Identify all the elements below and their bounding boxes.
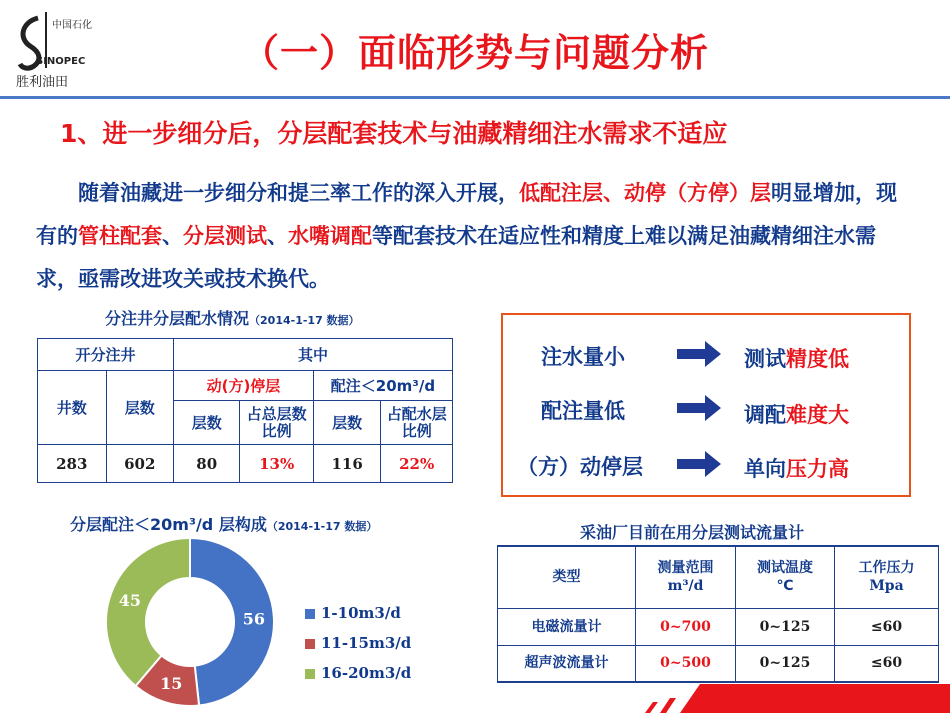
mapping-right-3 [744, 453, 849, 483]
intro-text-5: 等配套技术在适应性和精度上难以满足油藏精细注水需求，亟需改进攻关或技术换代。 [36, 224, 876, 291]
table-row [498, 645, 939, 682]
legend-label: 1-10m3/d [321, 604, 401, 622]
intro-paragraph [36, 172, 916, 301]
mapping-left-3: （方）动停层 [517, 455, 643, 479]
intro-highlight-2: 管柱配套 [78, 224, 162, 248]
donut-caption-title: 分层配注＜20m³/d 层构成 [70, 515, 267, 534]
right-arrow-icon [677, 341, 721, 367]
header-temp [736, 546, 835, 608]
legend-item [305, 664, 411, 682]
intro-highlight-3: 分层测试 [183, 224, 267, 248]
table-row [38, 445, 453, 483]
header-low-count: 层数 [313, 401, 381, 445]
table-row [498, 608, 939, 645]
section-subtitle: 1、进一步细分后，分层配套技术与油藏精细注水需求不适应 [60, 119, 728, 148]
mapping-right-1a: 测试 [744, 347, 786, 371]
mapping-right-3b: 压力高 [786, 457, 849, 481]
mapping-right-2 [744, 399, 849, 429]
water-allocation-table [37, 338, 453, 483]
header-stopped-layers: 动(方)停层 [174, 371, 314, 401]
mapping-right-1b: 精度低 [786, 347, 849, 371]
donut-chart [95, 537, 285, 707]
header-stopped-ratio: 占总层数比例 [240, 401, 313, 445]
mapping-right-2a: 调配 [744, 403, 786, 427]
header-range-label: 测量范围 [657, 560, 714, 577]
intro-text-4: 、 [267, 224, 288, 248]
legend-swatch [305, 639, 315, 649]
legend-swatch [305, 669, 315, 679]
table1-caption-note: （2014-1-17 数据） [249, 314, 360, 327]
header-range [636, 546, 736, 608]
mapping-right-2b: 难度大 [786, 403, 849, 427]
legend-swatch [305, 609, 315, 619]
header-low-ratio: 占配水层比例 [381, 401, 453, 445]
svg-text:中国石化: 中国石化 [52, 20, 92, 31]
header-wells: 井数 [38, 371, 107, 445]
table2-caption: 采油厂目前在用分层测试流量计 [580, 523, 805, 542]
cell-low-ratio: 22% [381, 445, 453, 483]
mapping-right-3a: 单向 [744, 457, 786, 481]
mapping-left-1: 注水量小 [541, 345, 625, 369]
cell-wells: 283 [38, 445, 107, 483]
right-arrow-icon [677, 395, 721, 421]
slide-title: （一）面临形势与问题分析 [240, 31, 709, 75]
cell-type: 电磁流量计 [498, 608, 636, 645]
legend-item [305, 604, 401, 622]
header-pressure-label: 工作压力 [858, 560, 915, 577]
flowmeter-table [497, 545, 939, 683]
header-temp-label: 测试温度 [757, 560, 813, 577]
cell-low-count: 116 [313, 445, 381, 483]
cell-temp: 0~125 [736, 608, 835, 645]
problem-mapping-box [501, 313, 911, 497]
intro-text-3: 、 [162, 224, 183, 248]
title-divider [0, 96, 950, 99]
table1-caption [105, 306, 360, 329]
legend-label: 11-15m3/d [321, 634, 412, 652]
header-low-injection: 配注＜20m³/d [313, 371, 452, 401]
corner-decoration [640, 680, 950, 713]
cell-type: 超声波流量计 [498, 645, 636, 682]
svg-text:胜利油田: 胜利油田 [16, 75, 69, 90]
mapping-right-1 [744, 343, 849, 373]
intro-text-2: 明显增加，现有的 [36, 181, 897, 248]
header-temp-unit: ℃ [776, 578, 794, 595]
header-open-wells: 开分注井 [38, 339, 174, 371]
intro-highlight-4: 水嘴调配 [288, 224, 372, 248]
header-type: 类型 [498, 546, 636, 608]
header-pressure-unit: Mpa [869, 578, 904, 595]
cell-range: 0~500 [636, 645, 736, 682]
donut-value-label: 15 [160, 674, 183, 694]
legend-item [305, 634, 411, 652]
cell-temp: 0~125 [736, 645, 835, 682]
svg-text:SINOPEC: SINOPEC [36, 56, 86, 67]
donut-caption-note: （2014-1-17 数据） [266, 520, 378, 533]
cell-pressure: ≤60 [835, 645, 939, 682]
donut-value-label: 45 [118, 590, 142, 610]
donut-caption [70, 512, 377, 535]
right-arrow-icon [677, 451, 721, 477]
cell-range: 0~700 [636, 608, 736, 645]
intro-highlight-1: 低配注层、动停（方停）层 [519, 181, 771, 205]
cell-pressure: ≤60 [835, 608, 939, 645]
header-range-unit: m³/d [667, 578, 704, 595]
intro-text-1: 随着油藏进一步细分和提三率工作的深入开展， [78, 181, 519, 205]
header-among: 其中 [174, 339, 453, 371]
table1-caption-title: 分注井分层配水情况 [105, 309, 250, 328]
donut-value-label: 56 [242, 609, 266, 629]
header-stopped-count: 层数 [174, 401, 240, 445]
cell-stopped-ratio: 13% [240, 445, 313, 483]
header-layers: 层数 [106, 371, 174, 445]
header-pressure [835, 546, 939, 608]
legend-label: 16-20m3/d [321, 664, 412, 682]
cell-stopped-count: 80 [174, 445, 240, 483]
cell-layers: 602 [106, 445, 174, 483]
mapping-left-2: 配注量低 [541, 399, 625, 423]
